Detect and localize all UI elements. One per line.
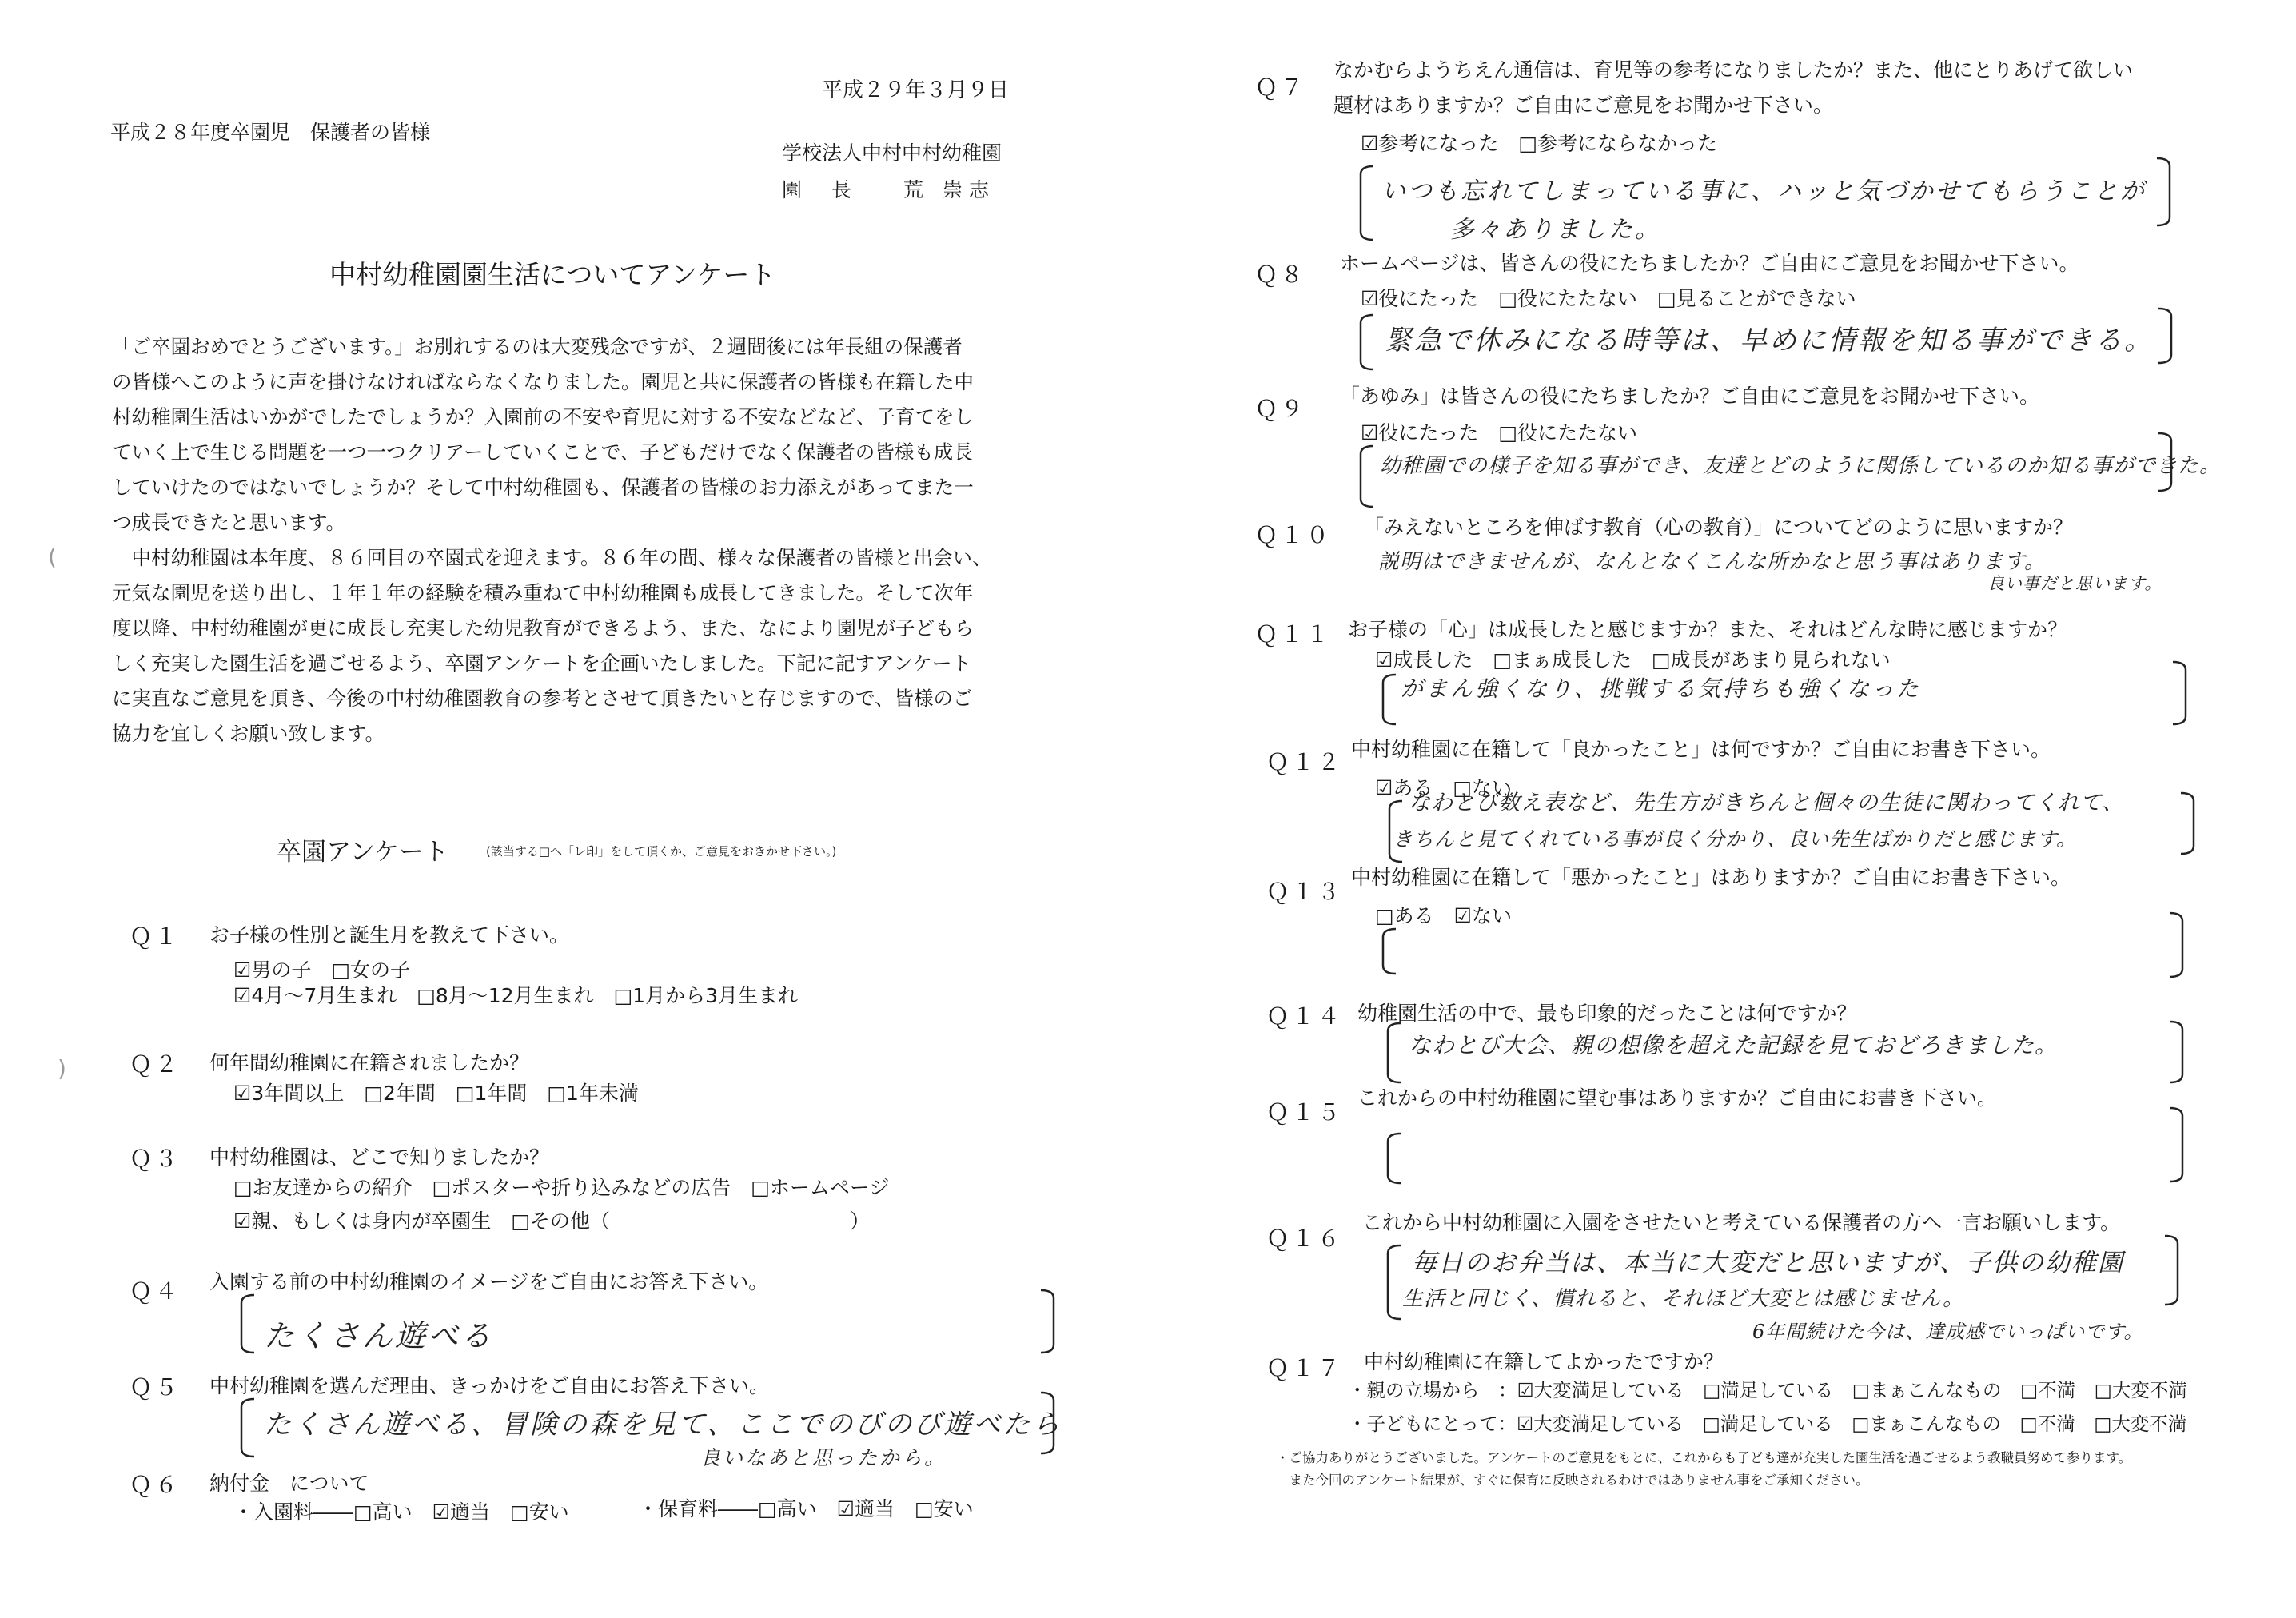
principal-role: 園 長 [782, 178, 857, 201]
right-page [1148, 0, 2296, 1618]
q5-answer-line1[interactable]: たくさん遊べる、冒険の森を見て、ここでのびのび遊べたら [264, 1409, 1062, 1441]
q13-bracket-right [2168, 911, 2186, 978]
q17-child-options[interactable]: ・子どもにとって：☑大変満足している □満足している □まぁこんなもの □不満 □大変不満 [1348, 1413, 2187, 1435]
q2-text: 何年間幼稚園に在籍されましたか？ [209, 1051, 530, 1074]
q7-text-line1: なかむらようちえん通信は、育児等の参考になりましたか？また、他にとりあげて欲しい [1333, 58, 2134, 82]
q12-answer-line2[interactable]: きちんと見てくれている事が良く分かり、良い先生ばかりだと感じます。 [1393, 827, 2078, 851]
q7-answer-line1[interactable]: いつも忘れてしまっている事に、ハッと気づかせてもらうことが [1381, 177, 2147, 205]
q4-text: 入園する前の中村幼稚園のイメージをご自由にお答え下さい。 [209, 1270, 769, 1293]
q5-answer-line2[interactable]: 良いなあと思ったから。 [700, 1446, 947, 1469]
q8-answer[interactable]: 緊急で休みになる時等は、早めに情報を知る事ができる。 [1385, 325, 2154, 357]
q4-answer[interactable]: たくさん遊べる [264, 1318, 494, 1353]
q10-answer-line1[interactable]: 説明はできませんが、なんとなくこんな所かなと思う事はあります。 [1378, 550, 2046, 574]
q12-number: Ｑ１２ [1266, 749, 1344, 775]
q5-bracket-left [238, 1397, 256, 1458]
q4-bracket-left [238, 1293, 256, 1354]
q13-text: 中村幼稚園に在籍して「悪かったこと」はありますか？ご自由にお書き下さい。 [1351, 866, 2071, 889]
q8-bracket-left [1357, 313, 1375, 371]
q7-bracket-right [2155, 157, 2173, 227]
q11-bracket-left [1380, 673, 1397, 726]
q11-answer[interactable]: がまん強くなり、挑戦する気持ちも強くなった [1401, 675, 1922, 702]
q15-bracket-left [1385, 1132, 1402, 1185]
q6-text: 納付金 について [209, 1472, 369, 1495]
intro-line: つ成長できたと思います。 [112, 511, 346, 534]
q6-number: Ｑ６ [130, 1472, 181, 1498]
q5-text: 中村幼稚園を選んだ理由、きっかけをご自由にお答え下さい。 [209, 1374, 770, 1397]
footer-note-line2: また今回のアンケート結果が、すぐに保育に反映されるわけではありません事をご承知ください。 [1276, 1473, 1869, 1488]
q16-answer-line3[interactable]: 6年間続けた今は、達成感でいっぱいです。 [1752, 1321, 2144, 1343]
q14-number: Ｑ１４ [1266, 1003, 1344, 1030]
q2-number: Ｑ２ [130, 1051, 181, 1078]
q3-number: Ｑ３ [130, 1146, 181, 1172]
scan-artifact: ( [48, 544, 57, 570]
q3-text: 中村幼稚園は、どこで知りましたか？ [209, 1146, 550, 1169]
q3-options-row2[interactable]: ☑親、もしくは身内が卒園生 □その他（ ） [233, 1210, 871, 1233]
page-title: 中村幼稚園園生活についてアンケート [329, 259, 776, 290]
q1-text: お子様の性別と誕生月を教えて下さい。 [209, 923, 570, 946]
q1-number: Ｑ１ [130, 923, 181, 950]
q8-bracket-right [2157, 307, 2174, 365]
q14-bracket-right [2168, 1020, 2186, 1084]
q4-number: Ｑ４ [130, 1278, 181, 1305]
q2-options[interactable]: ☑3年間以上 □2年間 □1年間 □1年未満 [233, 1082, 639, 1105]
q14-bracket-left [1385, 1022, 1402, 1084]
principal-name: 荒 崇志 [903, 178, 995, 201]
intro-line: 元気な園児を送り出し、１年１年の経験を積み重ねて中村幼稚園も成長してきました。そして次年 [112, 581, 974, 604]
intro-line: 度以降、中村幼稚園が更に成長し充実した幼児教育ができるよう、また、なにより園児が子どもら [112, 616, 974, 640]
q1-birth-month-options[interactable]: ☑4月～7月生まれ □8月～12月生まれ □1月から3月生まれ [233, 984, 798, 1007]
q11-options[interactable]: ☑成長した □まぁ成長した □成長があまり見られない [1375, 648, 1891, 672]
intro-line: の皆様へこのように声を掛けなければならなくなりました。園児と共に保護者の皆様も在籍した中 [112, 370, 974, 393]
q14-text: 幼稚園生活の中で、最も印象的だったことは何ですか？ [1357, 1002, 1857, 1025]
q9-number: Ｑ９ [1255, 396, 1307, 422]
q16-bracket-left [1385, 1244, 1402, 1321]
date: 平成２９年３月９日 [822, 78, 1010, 102]
q6-entrance-fee-options[interactable]: ・入園料――□高い ☑適当 □安い [233, 1500, 569, 1524]
q7-number: Ｑ７ [1255, 74, 1307, 101]
q16-text: これから中村幼稚園に入園をさせたいと考えている保護者の方へ一言お願いします。 [1362, 1211, 2121, 1234]
q9-bracket-left [1357, 444, 1375, 508]
q13-options[interactable]: □ある ☑ない [1375, 904, 1513, 927]
survey-note: (該当する□へ「レ印」をして頂くか、ご意見をおきかせ下さい。) [486, 844, 837, 859]
intro-line: に実直なご意見を頂き、今後の中村幼稚園教育の参考とさせて頂きたいと存じますので、皆様のご [112, 687, 973, 710]
q11-number: Ｑ１１ [1255, 621, 1333, 648]
q13-number: Ｑ１３ [1266, 879, 1344, 905]
q17-number: Ｑ１７ [1266, 1355, 1344, 1381]
intro-line: 中村幼稚園は本年度、８６回目の卒園式を迎えます。８６年の間、様々な保護者の皆様と出会い、 [112, 546, 992, 569]
q12-options[interactable]: ☑ある □ない [1375, 776, 1513, 799]
q15-text: これからの中村幼稚園に望む事はありますか？ご自由にお書き下さい。 [1357, 1086, 1998, 1110]
q16-bracket-right [2163, 1234, 2181, 1306]
intro-line: ていく上で生じる問題を一つ一つクリアーしていくことで、子どもだけでなく保護者の皆様も成長 [112, 440, 973, 464]
footer-note-line1: ・ご協力ありがとうございました。アンケートのご意見をもとに、これからも子ども達が充実した園生活を過ごせるよう教職員努めて参ります。 [1276, 1450, 2132, 1465]
q7-bracket-left [1357, 165, 1375, 241]
q1-gender-options[interactable]: ☑男の子 □女の子 [233, 958, 411, 982]
intro-line: 村幼稚園生活はいかがでしたでしょうか？入園前の不安や育児に対する不安などなど、子育てをし [112, 405, 974, 428]
q6-tuition-fee-options[interactable]: ・保育料――□高い ☑適当 □安い [638, 1497, 974, 1520]
q12-bracket-right [2179, 791, 2197, 855]
q9-options[interactable]: ☑役にたった □役にたたない [1361, 421, 1638, 444]
q15-number: Ｑ１５ [1266, 1099, 1344, 1126]
q10-answer-line2[interactable]: 良い事だと思います。 [1987, 574, 2162, 593]
survey-title: 卒園アンケート [277, 838, 449, 867]
addressee: 平成２８年度卒園児 保護者の皆様 [110, 121, 431, 144]
q10-text: 「みえないところを伸ばす教育（心の教育）」についてどのように思いますか？ [1364, 516, 2074, 539]
q16-answer-line1[interactable]: 毎日のお弁当は、本当に大変だと思いますが、子供の幼稚園 [1412, 1249, 2124, 1277]
q12-answer-line1[interactable]: なわとび数え表など、先生方がきちんと個々の生徒に関わってくれて、 [1409, 791, 2125, 815]
q4-bracket-right [1039, 1289, 1057, 1354]
q5-number: Ｑ５ [130, 1374, 181, 1401]
q16-number: Ｑ１６ [1266, 1225, 1344, 1252]
intro-line: 「ご卒園おめでとうございます。」お別れするのは大変残念ですが、２週間後には年長組の保護者 [112, 335, 963, 358]
intro-line: しく充実した園生活を過ごせるよう、卒園アンケートを企画いたしました。下記に記すアンケート [112, 652, 972, 675]
q10-number: Ｑ１０ [1255, 522, 1333, 548]
q13-bracket-left [1380, 927, 1397, 975]
q7-text-line2: 題材はありますか？ご自由にご意見をお聞かせ下さい。 [1333, 94, 1834, 117]
q9-text: 「あゆみ」は皆さんの役にたちましたか？ご自由にご意見をお聞かせ下さい。 [1340, 385, 2040, 408]
scan-artifact: ) [58, 1055, 66, 1082]
q3-options-row1[interactable]: □お友達からの紹介 □ポスターや折り込みなどの広告 □ホームページ [233, 1176, 890, 1199]
q9-answer-line1[interactable]: 幼稚園での様子を知る事ができ、友達とどのように関係しているのか知る事ができた。 [1380, 454, 2221, 478]
q12-text: 中村幼稚園に在籍して「良かったこと」は何ですか？ご自由にお書き下さい。 [1351, 738, 2051, 761]
q11-bracket-right [2171, 660, 2189, 726]
q14-answer[interactable]: なわとび大会、親の想像を超えた記録を見ておどろきました。 [1409, 1032, 2059, 1058]
q17-text: 中村幼稚園に在籍してよかったですか？ [1364, 1350, 1724, 1373]
intro-paragraph [112, 329, 1039, 751]
q16-answer-line2[interactable]: 生活と同じく、慣れると、それほど大変とは感じません。 [1402, 1287, 1965, 1311]
q17-parent-options[interactable]: ・親の立場から ：☑大変満足している □満足している □まぁこんなもの □不満 □大変不満 [1348, 1379, 2187, 1401]
q7-answer-line2[interactable]: 多々ありました。 [1450, 216, 1661, 244]
school-name: 学校法人中村中村幼稚園 [782, 141, 1003, 165]
q8-options[interactable]: ☑役にたった □役にたたない □見ることができない [1361, 287, 1856, 310]
q11-text: お子様の「心」は成長したと感じますか？また、それはどんな時に感じますか？ [1348, 618, 2068, 641]
q7-options[interactable]: ☑参考になった □参考にならなかった [1361, 132, 1718, 155]
q8-number: Ｑ８ [1255, 261, 1307, 288]
intro-line: 協力を宜しくお願い致します。 [112, 722, 385, 745]
intro-line: していけたのではないでしょうか？そして中村幼稚園も、保護者の皆様のお力添えがあってまた一 [112, 476, 974, 499]
q15-bracket-right [2168, 1106, 2186, 1183]
q8-text: ホームページは、皆さんの役にたちましたか？ご自由にご意見をお聞かせ下さい。 [1340, 252, 2079, 275]
